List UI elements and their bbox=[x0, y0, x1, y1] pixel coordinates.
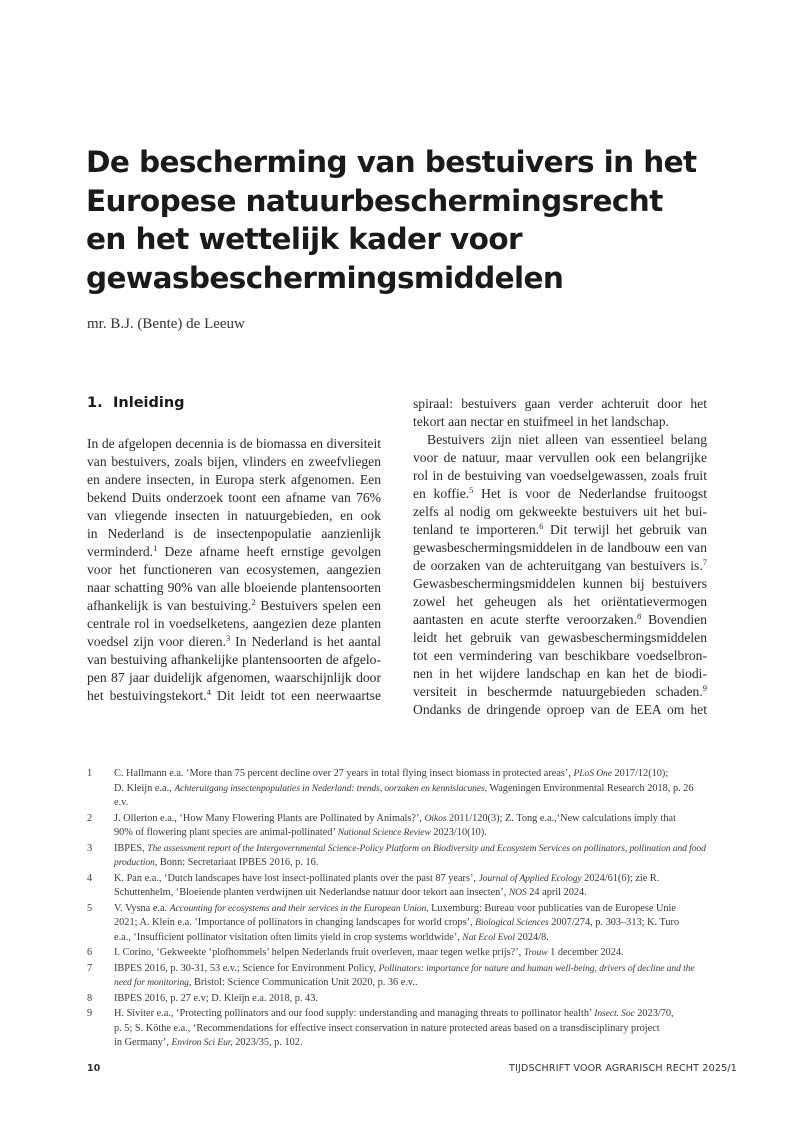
text-line: gewasbeschermingsmiddelen in de landbouw een van bbox=[413, 540, 707, 555]
footnote bbox=[87, 902, 737, 946]
body-column-left bbox=[87, 393, 381, 705]
text-line: van bestuiving afhankelijke plantensoorten de afgelo- bbox=[87, 652, 381, 667]
text-line: in Nederland is de insectenpopulatie aanzienlijk bbox=[87, 526, 381, 541]
text-line: aantasten en acute sterfte veroorzaken.$^8$ Bovendien bbox=[413, 611, 707, 627]
footnote-number: 2 bbox=[87, 812, 93, 824]
page-number: 10 bbox=[87, 1063, 101, 1074]
footnote-number: 3 bbox=[87, 842, 93, 854]
footnote-reference[interactable]: 3 bbox=[226, 633, 231, 643]
text-line: afhankelijk is van bestuiving.$^2$ Bestuivers spelen een bbox=[87, 597, 381, 613]
footnote-line: IBPES 2016, p. 27 e.v; D. Kleijn e.a. 2018, p. 43. bbox=[114, 992, 318, 1004]
footnote-line: V. Vysna e.a. Accounting for ecosystems and their services in the European Union, Luxemburg: Bureau voor publicaties van de Europese Unie bbox=[114, 902, 676, 914]
footnote-reference[interactable]: 9 bbox=[702, 683, 707, 693]
footnote-line: in Germany’, Environ Sci Eur, 2023/35, p. 102. bbox=[114, 1037, 303, 1048]
footnote-number: 9 bbox=[87, 1008, 93, 1019]
paragraph bbox=[87, 435, 381, 705]
title-line: De bescherming van bestuivers in het bbox=[86, 145, 697, 179]
text-line: pen 87 jaar duidelijk afgenomen, waarschijnlijk door bbox=[87, 670, 381, 685]
section-number: 1. bbox=[87, 395, 103, 411]
footnote-number: 8 bbox=[87, 992, 93, 1004]
footnote-reference[interactable]: 1 bbox=[153, 543, 158, 553]
text-line: zowel het geheugen als het oriëntatievermogen bbox=[413, 594, 707, 609]
text-line: Gewasbeschermingsmiddelen kunnen bij bestuivers bbox=[413, 576, 707, 591]
text-line: nen in het wijdere landschap en kan het de biodi- bbox=[413, 666, 707, 681]
footnote bbox=[87, 812, 737, 841]
body-column-right bbox=[413, 395, 707, 719]
footnote-line: production, Bonn: Secretariaat IPBES 2016, p. 16. bbox=[114, 857, 319, 868]
author-byline: mr. B.J. (Bente) de Leeuw bbox=[87, 316, 245, 332]
footnote-line: IBPES 2016, p. 30-31, 53 e.v.; Science for Environment Policy, Pollinators: importance for nature and human well-being, drivers of decline and the bbox=[114, 962, 695, 974]
footnote-line: D. Kleijn e.a., Achteruitgang insectenpopulaties in Nederland: trends, oorzaken en kennislacunes, Wageningen Environmental Research 2018, p. 26 bbox=[114, 782, 694, 794]
journal-name: TIJDSCHRIFT VOOR AGRARISCH RECHT 2025/1 bbox=[508, 1063, 737, 1074]
text-line: zelfs al nodig om gekweekte bestuivers uit het bui- bbox=[413, 504, 707, 519]
title-line: en het wettelijk kader voor bbox=[86, 222, 522, 256]
text-line: en andere insecten, in Europa sterk afgenomen. Een bbox=[87, 472, 381, 487]
footnote-line: C. Hallmann e.a. ‘More than 75 percent decline over 27 years in total flying insect biomass in protected areas’, PLoS One 2017/12(10); bbox=[114, 768, 669, 779]
footnote-number: 7 bbox=[87, 962, 93, 974]
text-line: leidt het gebruik van gewasbeschermingsmiddelen bbox=[413, 630, 707, 645]
text-line: de oorzaken van de achteruitgang van bestuivers is.$^7$ bbox=[413, 557, 707, 573]
footnote-line: need for monitoring, Bristol: Science Communication Unit 2020, p. 36 e.v.. bbox=[114, 977, 418, 988]
footnote-line: J. Ollerton e.a., ‘How Many Flowering Plants are Pollinated by Animals?’, Oikos 2011/120(3); Z. Tong e.a.,‘New calculations imply that bbox=[114, 812, 676, 824]
text-line: naar schatting 90% van alle bloeiende plantensoorten bbox=[87, 580, 381, 595]
footnote bbox=[87, 842, 737, 871]
footnote-reference[interactable]: 4 bbox=[206, 687, 211, 697]
text-line: Ondanks de dringende oproep van de EEA om het bbox=[413, 702, 707, 717]
text-line: Bestuivers zijn niet alleen van essentieel belang bbox=[427, 432, 707, 447]
footnote-reference[interactable]: 7 bbox=[702, 557, 707, 567]
text-line: versiteit in beschermde natuurgebieden schaden.$^9$ bbox=[413, 683, 707, 699]
footnote-line: e.v. bbox=[114, 797, 129, 808]
text-line: centrale rol in voedselketens, aangezien deze planten bbox=[87, 616, 381, 631]
article-title bbox=[86, 143, 726, 297]
footnote-line: 2021; A. Klein e.a. ‘Importance of pollinators in changing landscapes for world crops’, Biological Sciences 2007/274, p. 303–313; K. Turo bbox=[114, 917, 680, 928]
footnote bbox=[87, 946, 737, 961]
footnote bbox=[87, 872, 737, 901]
footnote-line: 90% of flowering plant species are animal-pollinated’ National Science Review 2023/10(10). bbox=[114, 827, 487, 838]
text-line: van bestuivers, zoals bijen, vlinders en zweefvliegen bbox=[87, 454, 381, 469]
footnote-number: 6 bbox=[87, 947, 93, 958]
footnote-reference[interactable]: 8 bbox=[637, 611, 642, 621]
text-line: tekort aan nectar en stuifmeel in het landschap. bbox=[413, 414, 669, 429]
footnote-line: Schuttenhelm, ‘Bloeiende planten verdwijnen uit Nederlandse natuur door tekort aan insecten’, NOS 24 april 2024. bbox=[114, 887, 587, 898]
paragraph bbox=[413, 395, 707, 719]
text-line: bekend Duits onderzoek toont een afname van 76% bbox=[87, 490, 381, 505]
title-line: gewasbeschermingsmiddelen bbox=[86, 260, 564, 295]
footnote-line: IBPES, The assessment report of the Intergovernmental Science-Policy Platform on Biodiversity and Ecosystem Services on pollinators, pollination and food bbox=[114, 842, 706, 854]
footnote bbox=[87, 1007, 737, 1051]
footnote-line: p. 5; S. Köthe e.a., ‘Recommendations for effective insect conservation in nature protected areas based on a transdisciplinary project bbox=[114, 1022, 660, 1034]
footnote bbox=[87, 962, 737, 991]
footnote-reference[interactable]: 6 bbox=[539, 521, 544, 531]
footnotes bbox=[87, 767, 737, 1052]
footnote bbox=[87, 767, 737, 811]
text-line: het bestuivingstekort.$^4$ Dit leidt tot een neerwaartse bbox=[87, 687, 381, 703]
text-line: voedsel zijn voor dieren.$^3$ In Nederland is het aantal bbox=[87, 633, 381, 649]
text-line: spiraal: bestuivers gaan verder achteruit door het bbox=[413, 396, 707, 411]
footnote-number: 4 bbox=[87, 872, 93, 884]
footnote bbox=[87, 992, 737, 1007]
text-line: rol in de bestuiving van voedselgewassen, zoals fruit bbox=[413, 468, 707, 483]
text-line: verminderd.$^1$ Deze afname heeft ernstige gevolgen bbox=[87, 543, 381, 559]
footnote-number: 5 bbox=[87, 902, 93, 914]
text-line: en koffie.$^5$ Het is voor de Nederlandse fruitoogst bbox=[413, 485, 707, 501]
text-line: tenland te importeren.$^6$ Dit terwijl het gebruik van bbox=[413, 521, 708, 537]
text-line: tot een vermindering van beschikbare voedselbron- bbox=[413, 648, 707, 663]
title-line: Europese natuurbeschermingsrecht bbox=[86, 183, 663, 218]
section-title: Inleiding bbox=[113, 395, 185, 411]
text-line: van vliegende insecten in natuurgebieden, en ook bbox=[87, 508, 381, 523]
section-heading bbox=[87, 393, 381, 413]
footnote-line: I. Corino, ‘Gekweekte ‘plofhommels’ helpen Nederlands fruit overleven, maar tegen welke prijs?’, Trouw 1 december 2024. bbox=[114, 947, 624, 958]
footnote-reference[interactable]: 2 bbox=[251, 597, 256, 607]
footnote-line: K. Pan e.a., ‘Dutch landscapes have lost insect-pollinated plants over the past 87 years’, Journal of Applied Ecology 2024/61(6); zie R. bbox=[114, 872, 660, 884]
text-line: voor het functioneren van ecosystemen, aangezien bbox=[87, 562, 381, 577]
footnote-number: 1 bbox=[87, 768, 93, 779]
text-line: voor de natuur, maar vervullen ook een belangrijke bbox=[413, 450, 707, 465]
text-line: In de afgelopen decennia is de biomassa en diversiteit bbox=[87, 436, 381, 451]
footnote-line: e.a., ‘Insufficient pollinator visitation often limits yield in crop systems worldwide’, Nat Ecol Evol 2024/8. bbox=[114, 931, 549, 943]
footnote-line: H. Siviter e.a., ‘Protecting pollinators and our food supply: understanding and managing threats to pollinator health’ Insect. Soc 2023/70, bbox=[114, 1008, 674, 1019]
footnote-reference[interactable]: 5 bbox=[469, 485, 474, 495]
